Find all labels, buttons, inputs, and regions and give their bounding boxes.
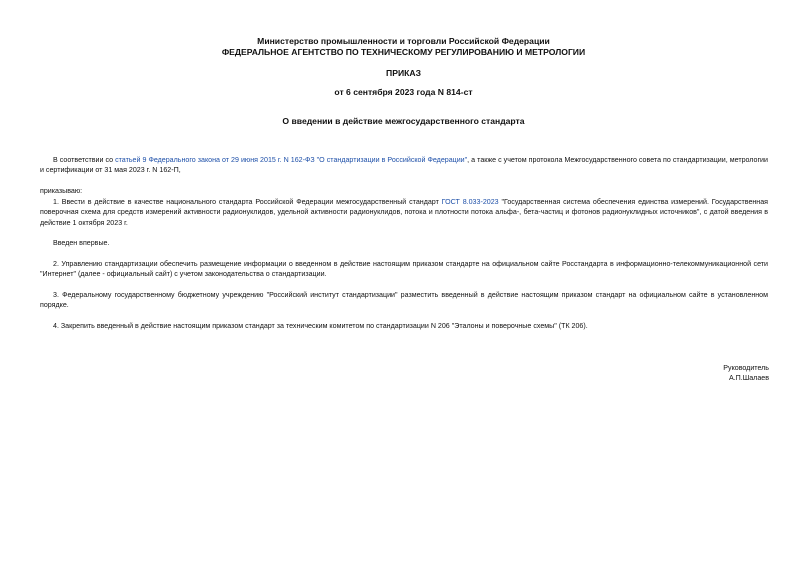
item-1-paragraph bbox=[40, 197, 768, 228]
agency-name: ФЕДЕРАЛЬНОЕ АГЕНТСТВО ПО ТЕХНИЧЕСКОМУ РЕГУЛИРОВАНИЮ И МЕТРОЛОГИИ bbox=[221, 47, 586, 57]
item-2-paragraph: 2. Управлению стандартизации обеспечить размещение информации о введенном в действие настоящим приказом стандарте на официальном сайте Росстандарта в информационно-телекоммуникационной сети "Интернет" (далее - официальный сайт) с учетом законодательства о стандартизации. bbox=[40, 260, 768, 279]
ministry-name: Министерство промышленности и торговли Российской Федерации bbox=[257, 36, 550, 46]
item-1-text-start: 1. Ввести в действие в качестве национального стандарта Российской Федерации межгосударственный стандарт bbox=[53, 198, 442, 206]
order-word: приказываю: bbox=[40, 187, 83, 195]
signature-position: Руководитель bbox=[723, 364, 769, 372]
federal-law-link[interactable]: статьей 9 Федерального закона от 29 июня 2015 г. N 162-ФЗ "О стандартизации в Российской Федерации" bbox=[115, 156, 468, 164]
item-1-text-end: "Государственная система обеспечения единства измерений. Государственная поверочная схема для средств измерений активности радионуклидов, удельной активности радионуклидов, потока и плотности потока альфа-, бета-частиц и фотонов радионуклидных источников", с датой введения в действие 1 октября 2023 г. bbox=[40, 198, 769, 227]
document-subject: О введении в действие межгосударственного стандарта bbox=[282, 116, 525, 126]
signature-name: А.П.Шалаев bbox=[728, 374, 769, 382]
item-3-paragraph: 3. Федеральному государственному бюджетному учреждению "Российский институт стандартизации" разместить введенный в действие настоящим приказом стандарт на официальном сайте в установленном порядке. bbox=[40, 291, 768, 310]
preamble-text-end: , а также с учетом протокола Межгосударственного совета по стандартизации, метрологии и сертификации от 31 мая 2023 г. N 162-П, bbox=[40, 156, 768, 175]
gost-standard-link[interactable]: ГОСТ 8.033-2023 bbox=[441, 198, 499, 206]
preamble-paragraph bbox=[40, 155, 768, 176]
introduced-note: Введен впервые. bbox=[53, 239, 110, 247]
preamble-text-start: В соответствии со bbox=[53, 156, 116, 164]
document-type: ПРИКАЗ bbox=[386, 68, 421, 78]
document-date-number: от 6 сентября 2023 года N 814-ст bbox=[334, 87, 473, 97]
item-4-paragraph: 4. Закрепить введенный в действие настоящим приказом стандарт за техническим комитетом по стандартизации N 206 "Эталоны и поверочные схемы" (ТК 206). bbox=[53, 322, 588, 330]
